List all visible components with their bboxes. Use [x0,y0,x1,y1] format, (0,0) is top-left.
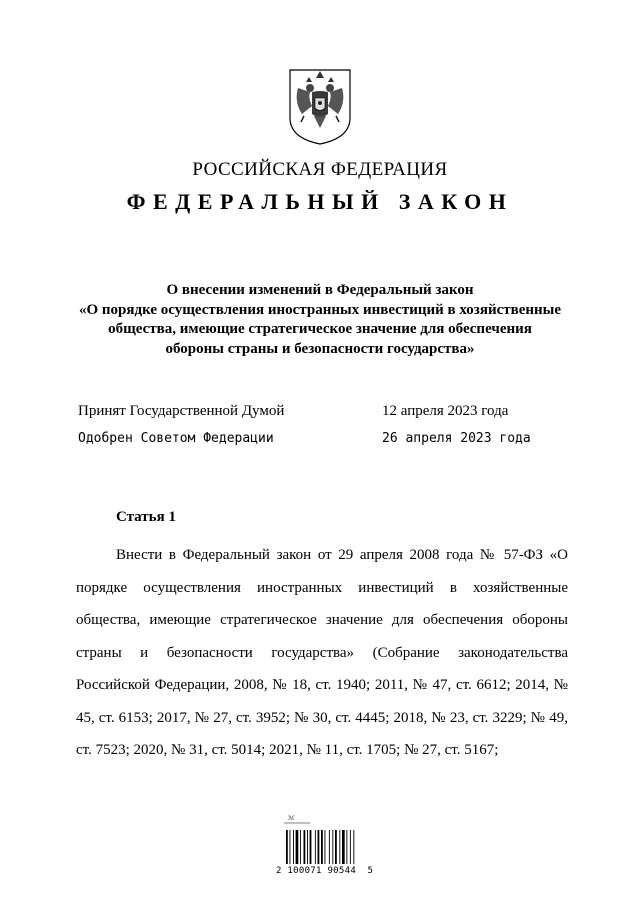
barcode-number: 2 100071 90544 5 [276,866,374,876]
law-title-line: обороны страны и безопасности государства» [165,340,475,357]
duma-label: Принят Государственной Думой [78,403,285,419]
country-name: РОССИЙСКАЯ ФЕДЕРАЦИЯ [192,159,448,180]
law-title-line: О внесении изменений в Федеральный закон [166,282,474,298]
law-title [60,281,580,359]
article-body: Внести в Федеральный закон от 29 апреля 2008 года № 57-ФЗ «О порядке осуществления иностранных инвестиций в хозяйственные общества, имеющие стратегическое значение для обеспечения обороны страны и безопасности государства» (Собрание законодательства Российской Федерации, 2008, № 18, ст. 1940; 2011, № 47, ст. 6612; 2014, № 45, ст. 6153; 2017, № 27, ст. 3952; № 30, ст. 4445; 2018, № 23, ст. 3229; № 49, ст. 7523; 2020, № 31, ст. 5014; 2021, № 11, ст. 1705; № 27, ст. 5167; [76,547,568,758]
law-title-line: общества, имеющие стратегическое значение для обеспечения [108,321,532,337]
law-type: ФЕДЕРАЛЬНЫЙ ЗАКОН [126,189,514,214]
svg-text:ℳ: ℳ [288,816,295,822]
duma-date: 12 апреля 2023 года [382,403,509,419]
law-title-line: «О порядке осуществления иностранных инвестиций в хозяйственные [78,301,562,318]
council-label: Одобрен Советом Федерации [78,431,274,446]
article-heading: Статья 1 [116,509,176,525]
council-date: 26 апреля 2023 года [382,431,531,446]
coat-of-arms-icon [284,68,356,146]
